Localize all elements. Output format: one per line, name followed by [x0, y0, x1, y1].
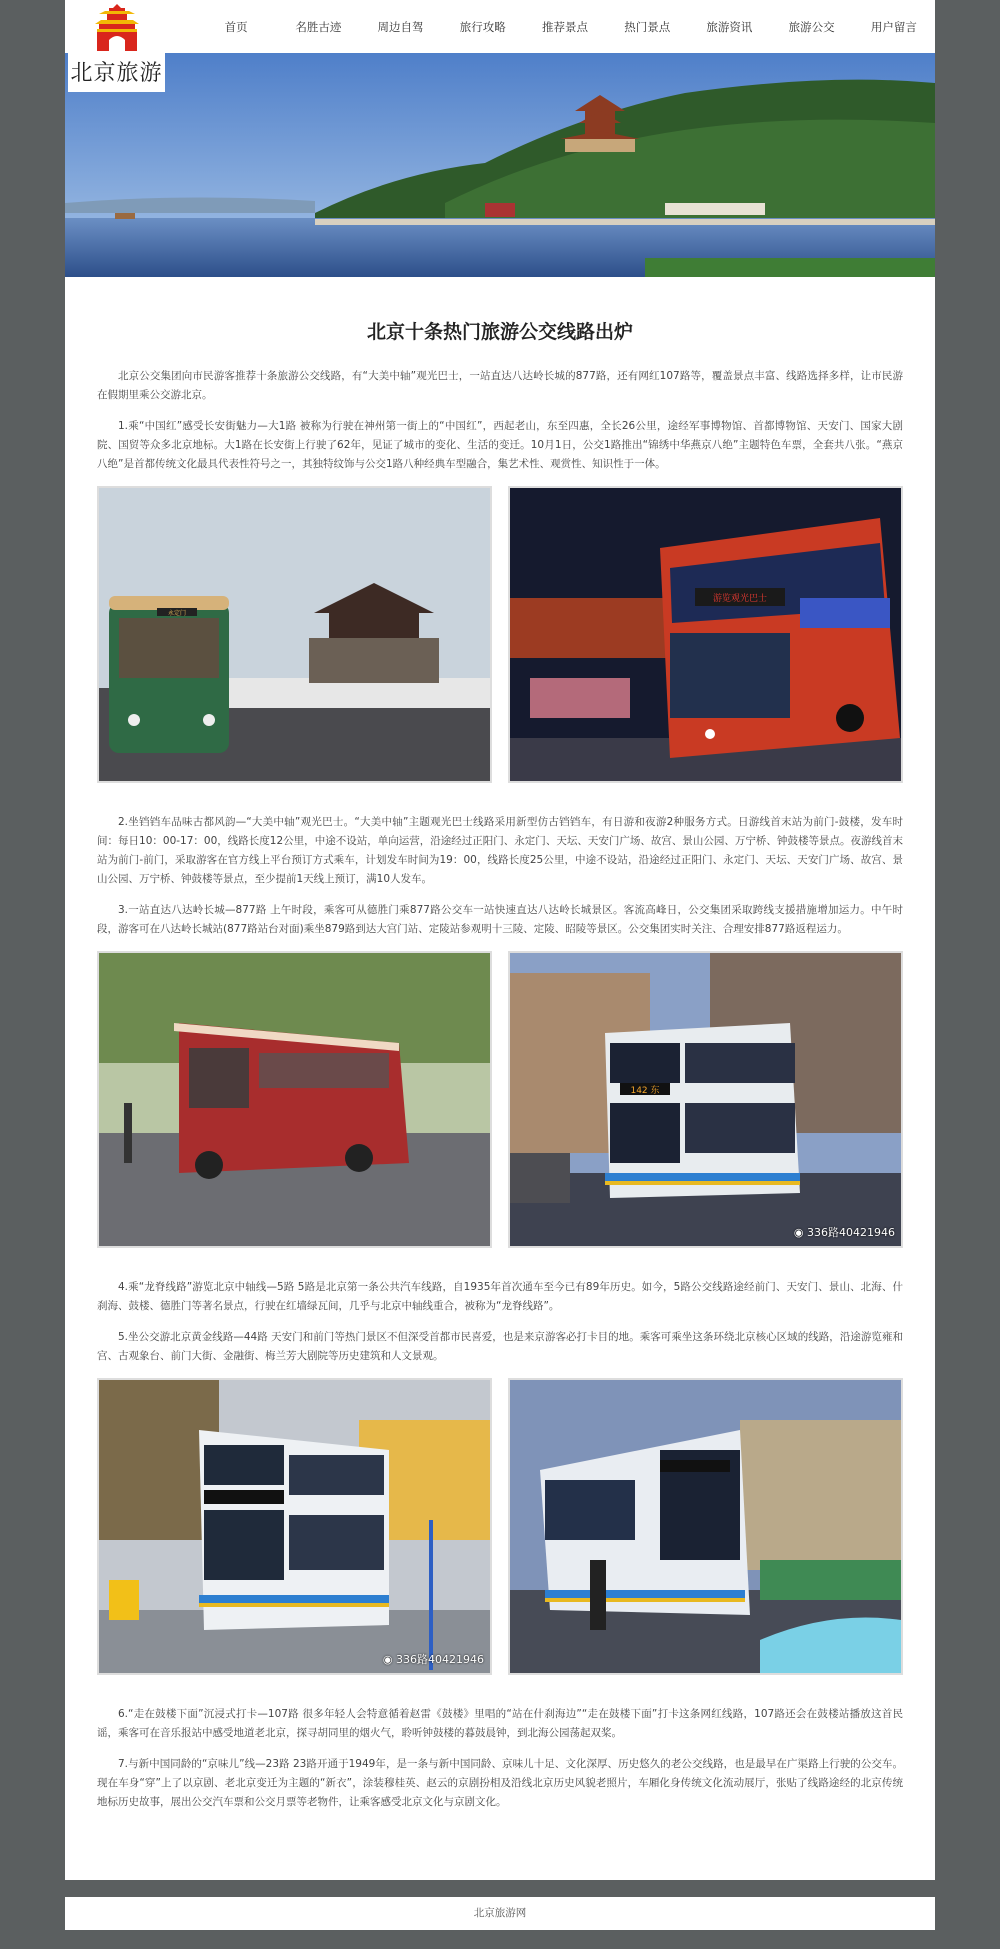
photo-row [97, 951, 903, 1248]
article-paragraph: 6.“走在鼓楼下面”沉浸式打卡—107路 很多年轻人会特意循着赵雷《鼓楼》里唱的“站在什刹海边”“走在鼓楼下面”打卡这条网红线路，107路还会在鼓楼站播放这首民谣，乘客可在音乐报站中感受地道老北京，探寻胡同里的烟火气，聆听钟鼓楼的暮鼓晨钟，到北海公园荡起双桨。 [97, 1708, 903, 1739]
article-paragraph: 3.一站直达八达岭长城—877路 上午时段，乘客可从德胜门乘877路公交车一站快速直达八达岭长城景区。客流高峰日，公交集团采取跨线支援措施增加运力。中午时段，游客可在八达岭长城站(877路站台对面)乘坐879路到达大宫门站、定陵站参观明十三陵、定陵、昭陵等景区。公交集团实时关注、合理安排877路返程运力。 [97, 904, 903, 935]
bus-sign-142: 142 东 [630, 1086, 660, 1096]
site-footer [65, 1897, 935, 1930]
article-paragraph: 4.乘“龙脊线路”游览北京中轴线—5路 5路是北京第一条公共汽车线路，自1935年首次通车至今已有89年历史。如今，5路公交线路途经前门、天安门、景山、北海、什刹海、鼓楼、德胜门等著名景点，行驶在红墙绿瓦间，几乎与北京中轴线重合，被称为“龙脊线路”。 [97, 1281, 903, 1312]
nav-item-travel-guides[interactable]: 旅行攻略 [459, 19, 506, 34]
watermark-text: 336路40421946 [396, 1653, 484, 1666]
site-header [65, 0, 935, 86]
photo-dingdang-tram-bus[interactable] [97, 486, 492, 783]
banner-image [65, 53, 935, 277]
article-paragraph: 北京公交集团向市民游客推荐十条旅游公交线路，有“大美中轴”观光巴士，一站直达八达岭长城的877路，还有网红107路等，覆盖景点丰富、线路选择多样，让市民游在假期里乘公交游北京。 [97, 370, 903, 401]
nav-item-recommended[interactable]: 推荐景点 [541, 19, 588, 34]
nav-item-road-trips[interactable]: 周边自驾 [377, 19, 424, 34]
bus-sign-dingdang: 永定门 [167, 610, 187, 617]
site-logo[interactable] [68, 0, 165, 92]
article-paragraph: 7.与新中国同龄的“京味儿”线—23路 23路开通于1949年，是一条与新中国同龄、京味儿十足、文化深厚、历史悠久的老公交线路，也是最早在广渠路上行驶的公交车。现在车身“穿”上了以京剧、老北京变迁为主题的“新衣”，涂装穆桂英、赵云的京剧扮相及沿线北京历史风貌老照片，车厢化身传统文化流动展厅，张贴了线路途经的北京传统地标历史故事，展出公交汽车票和公交月票等老物件，让乘客感受北京文化与京剧文化。 [97, 1758, 903, 1808]
nav-item-hot-spots[interactable]: 热门景点 [624, 19, 671, 34]
photo-row [97, 486, 903, 783]
nav-item-guestbook[interactable]: 用户留言 [870, 19, 917, 34]
nav-item-scenic-spots[interactable]: 名胜古迹 [295, 19, 342, 34]
main-container [65, 0, 935, 1880]
gate-tower-icon [89, 2, 145, 54]
photo-watermark [794, 1224, 895, 1240]
nav-item-home[interactable]: 首页 [224, 19, 248, 34]
article-title: 北京十条热门旅游公交线路出炉 [366, 321, 633, 343]
photo-blue-double-decker[interactable] [508, 951, 903, 1248]
article-paragraph: 2.坐铛铛车品味古都风韵—“大美中轴”观光巴士。“大美中轴”主题观光巴士线路采用新型仿古铛铛车，有日游和夜游2种服务方式。日游线首末站为前门-鼓楼，发车时间：每日10：00-17：00，线路长度12公里，中途不设站，单向运营，沿途经过正阳门、永定门、天坛、天安门广场、故宫、景山公园、万宁桥、钟鼓楼等景点。夜游线首末站为前门-前门，采取游客在官方线上平台预订方式乘车，计划发车时间为19：00，线路长度25公里，中途不设站，沿途经过正阳门、永定门、天坛、天安门广场、故宫、景山公园、万宁桥、钟鼓楼等景点，至少提前1天线上预订，满10人发车。 [97, 816, 903, 885]
nav-item-travel-news[interactable]: 旅游资讯 [706, 19, 753, 34]
photo-night-double-decker[interactable] [508, 486, 903, 783]
photo-44-route-bus[interactable] [97, 1378, 492, 1675]
article-content [65, 367, 935, 1812]
article-paragraph: 5.坐公交游北京黄金线路—44路 天安门和前门等热门景区不但深受首都市民喜爱，也是来京游客必打卡目的地。乘客可乘坐这条环绕北京核心区域的线路，沿途游览雍和宫、古观象台、前门大街、金融街、梅兰芳大剧院等历史建筑和人文景观。 [97, 1331, 903, 1362]
nav-item-tour-bus[interactable]: 旅游公交 [788, 19, 835, 34]
logo-text: 北京旅游 [70, 61, 163, 86]
weibo-icon: ◉ [793, 1226, 804, 1239]
footer-text: 北京旅游网 [473, 1907, 527, 1919]
main-nav [195, 0, 935, 53]
photo-row [97, 1378, 903, 1675]
article-paragraph: 1.乘“中国红”感受长安街魅力—大1路 被称为行驶在神州第一街上的“中国红”，西起老山，东至四惠，全长26公里，途经军事博物馆、首都博物馆、天安门、国家大剧院、国贸等众多北京地标。大1路在长安街上行驶了62年，见证了城市的变化、生活的变迁。10月1日，公交1路推出“锦绣中华燕京八绝”主题特色车票，全套共八张。“燕京八绝”是首都传统文化最具代表性符号之一，其独特纹饰与公交1路八种经典车型融合，集艺术性、观赏性、知识性于一体。 [97, 420, 903, 470]
photo-red-bus[interactable] [97, 951, 492, 1248]
weibo-icon: ◉ [382, 1653, 393, 1666]
bus-sign-night: 游览观光巴士 [712, 594, 768, 604]
photo-watermark [383, 1651, 484, 1667]
watermark-text: 336路40421946 [807, 1226, 895, 1239]
photo-107-route-bus[interactable] [508, 1378, 903, 1675]
